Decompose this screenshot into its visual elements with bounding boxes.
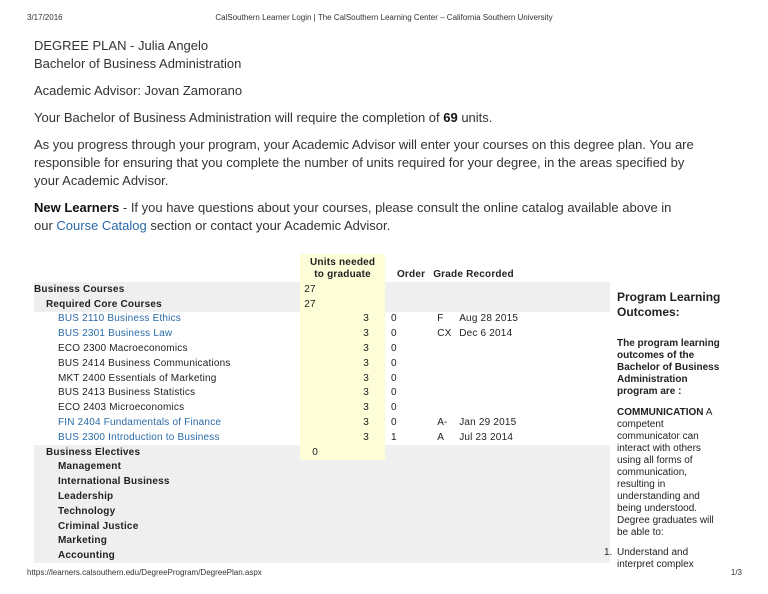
course-order: 0 <box>385 341 425 356</box>
category-order <box>385 297 425 312</box>
page-number: 1/3 <box>730 568 742 577</box>
progress-line-1: As you progress through your program, your Academic Advisor will enter your courses on this degree plan. You are <box>34 137 694 152</box>
course-link[interactable]: BUS 2301 Business Law <box>58 328 173 340</box>
course-units: 3 <box>300 400 385 415</box>
category-grade <box>425 445 610 460</box>
print-footer <box>0 568 768 580</box>
category-units: 27 <box>300 297 385 312</box>
comm-line-10: Degree graduates will <box>617 515 714 526</box>
course-name-cell <box>34 341 300 356</box>
table-row <box>34 371 610 386</box>
category-label: Business Electives <box>34 445 300 460</box>
category-row-business-electives <box>34 445 610 460</box>
degree-plan-intro <box>34 37 734 235</box>
course-grade-date: Aug 28 2015 <box>459 313 519 325</box>
course-name: BUS 2414 Business Communications <box>58 357 231 369</box>
comm-line-7: resulting in <box>617 479 666 490</box>
comm-line-11: be able to: <box>617 527 664 538</box>
new-learners-line-1 <box>34 199 734 217</box>
header-course <box>34 254 300 282</box>
table-row <box>34 474 610 489</box>
elective-units <box>300 489 385 504</box>
comm-line-3: communicator can <box>617 431 699 442</box>
elective-name: Accounting <box>34 548 300 563</box>
category-grade <box>425 282 610 297</box>
table-row <box>34 519 610 534</box>
course-name-cell <box>34 430 300 445</box>
table-row <box>34 326 610 341</box>
course-link[interactable]: FIN 2404 Fundamentals of Finance <box>58 417 222 429</box>
category-row-required-core <box>34 297 610 312</box>
table-header-row <box>34 254 610 282</box>
course-link[interactable]: BUS 2110 Business Ethics <box>58 313 182 325</box>
table-row <box>34 489 610 504</box>
course-order: 0 <box>385 312 425 327</box>
table-row <box>34 548 610 563</box>
course-name: ECO 2403 Microeconomics <box>58 402 185 414</box>
lead-line-5: program are : <box>617 386 682 397</box>
lead-line-2: outcomes of the <box>617 350 695 361</box>
course-grade: A- <box>437 417 448 429</box>
elective-order <box>385 504 425 519</box>
course-grade-recorded <box>425 386 610 401</box>
elective-order <box>385 534 425 549</box>
course-catalog-link[interactable]: Course Catalog <box>56 218 147 233</box>
program-learning-outcomes <box>604 290 747 571</box>
elective-units <box>300 548 385 563</box>
table-row <box>34 386 610 401</box>
outcomes-heading <box>617 290 747 320</box>
category-grade <box>425 297 610 312</box>
progress-line-3: your Academic Advisor. <box>34 173 169 188</box>
course-grade-date: Dec 6 2014 <box>459 328 513 340</box>
elective-grade <box>425 547 613 563</box>
course-grade-recorded <box>425 430 610 445</box>
units-requirement <box>34 109 734 127</box>
course-grade-recorded <box>425 326 610 341</box>
category-units: 0 <box>300 445 385 460</box>
elective-grade <box>425 534 610 549</box>
elective-order <box>385 548 425 563</box>
course-units: 3 <box>300 326 385 341</box>
print-url: https://learners.calsouthern.edu/DegreeProgram/DegreePlan.aspx <box>27 568 262 577</box>
table-row <box>34 460 610 475</box>
course-order: 0 <box>385 400 425 415</box>
table-row <box>34 504 610 519</box>
elective-name: Leadership <box>34 489 300 504</box>
lead-line-1: The program learning <box>617 338 720 349</box>
outcomes-lead <box>617 338 747 398</box>
course-name-cell <box>34 312 300 327</box>
header-order: Order <box>396 269 426 280</box>
elective-name: Criminal Justice <box>34 519 300 534</box>
elective-grade <box>425 474 610 489</box>
table-row <box>34 400 610 415</box>
comm-line-2: competent <box>617 419 664 430</box>
comm-line-4: interact with others <box>617 443 701 454</box>
list-item-number: 1. <box>604 547 613 558</box>
lead-line-3: Bachelor of Business <box>617 362 720 373</box>
comm-line-8: understanding and <box>617 491 700 502</box>
progress-line-2: responsible for ensuring that you complete the number of units required for your degree, in the areas specified by <box>34 155 685 170</box>
category-order <box>385 282 425 297</box>
new-learners-text: - If you have questions about your courses, please consult the online catalog available above in <box>119 200 672 215</box>
course-units: 3 <box>300 341 385 356</box>
table-row <box>34 430 610 445</box>
course-order: 0 <box>385 356 425 371</box>
new-learners-prefix: our <box>34 218 57 233</box>
course-grade: F <box>437 313 444 325</box>
degree-plan-table <box>34 254 613 563</box>
course-name: MKT 2400 Essentials of Marketing <box>58 372 217 384</box>
elective-name: Technology <box>34 504 300 519</box>
category-label: Required Core Courses <box>34 297 300 312</box>
elective-units <box>300 460 385 475</box>
header-units-line-2: to graduate <box>314 269 371 280</box>
course-grade-date: Jul 23 2014 <box>459 431 514 443</box>
category-order <box>385 445 425 460</box>
course-name: BUS 2413 Business Statistics <box>58 387 196 399</box>
course-grade-recorded <box>425 341 610 356</box>
elective-units <box>300 474 385 489</box>
list-item-line-2: interpret complex <box>617 559 694 570</box>
course-units: 3 <box>300 371 385 386</box>
course-name-cell <box>34 415 300 430</box>
course-units: 3 <box>300 356 385 371</box>
elective-units <box>300 504 385 519</box>
comm-line-6: communication, <box>617 467 688 478</box>
communication-outcome <box>617 407 747 539</box>
elective-grade <box>425 460 610 475</box>
category-units: 27 <box>300 282 385 297</box>
course-name-cell <box>34 386 300 401</box>
new-learners-line-2 <box>34 217 734 235</box>
course-order: 1 <box>385 430 425 445</box>
course-order: 0 <box>385 386 425 401</box>
course-order: 0 <box>385 371 425 386</box>
units-text-before: Your Bachelor of Business Administration will require the completion of <box>34 110 444 125</box>
course-grade-recorded <box>425 356 610 371</box>
course-order: 0 <box>385 415 425 430</box>
course-units: 3 <box>300 430 385 445</box>
elective-order <box>385 460 425 475</box>
comm-line-1: A <box>703 407 713 418</box>
elective-name: Marketing <box>34 534 300 549</box>
outcomes-heading-line-1: Program Learning <box>617 290 721 304</box>
lead-line-4: Administration <box>617 374 688 385</box>
course-name: ECO 2300 Macroeconomics <box>58 343 188 355</box>
course-units: 3 <box>300 386 385 401</box>
table-row <box>34 341 610 356</box>
category-label: Business Courses <box>34 282 300 297</box>
new-learners-suffix: section or contact your Academic Advisor. <box>146 218 391 233</box>
course-name-cell <box>34 356 300 371</box>
course-grade: CX <box>437 328 452 340</box>
course-grade-date: Jan 29 2015 <box>459 417 517 429</box>
header-units-needed <box>300 254 385 282</box>
communication-label: COMMUNICATION <box>617 407 704 418</box>
elective-units <box>300 519 385 534</box>
print-date: 3/17/2016 <box>27 13 63 22</box>
elective-grade <box>425 504 610 519</box>
elective-order <box>385 489 425 504</box>
elective-grade <box>425 519 610 534</box>
table-row <box>34 312 610 327</box>
list-item-line-1: Understand and <box>617 547 689 558</box>
course-units: 3 <box>300 312 385 327</box>
degree-plan-table-wrap <box>34 254 613 563</box>
course-name-cell <box>34 326 300 341</box>
course-grade-recorded <box>425 415 610 430</box>
table-row <box>34 415 610 430</box>
course-name-cell <box>34 400 300 415</box>
elective-name: Management <box>34 460 300 475</box>
plan-title: DEGREE PLAN - Julia Angelo <box>34 38 209 53</box>
units-text-after: units. <box>457 110 493 125</box>
academic-advisor: Academic Advisor: Jovan Zamorano <box>34 83 243 98</box>
comm-line-9: being understood. <box>617 503 698 514</box>
table-row <box>34 534 610 549</box>
course-name-cell <box>34 371 300 386</box>
course-link[interactable]: BUS 2300 Introduction to Business <box>58 431 220 443</box>
course-units: 3 <box>300 415 385 430</box>
degree-name: Bachelor of Business Administration <box>34 56 242 71</box>
course-order: 0 <box>385 326 425 341</box>
header-grade-recorded: Grade Recorded <box>433 269 514 280</box>
new-learners-label: New Learners <box>34 200 120 215</box>
course-grade: A <box>437 431 445 443</box>
category-row-business-courses <box>34 282 610 297</box>
elective-units <box>300 534 385 549</box>
print-page-title: CalSouthern Learner Login | The CalSouthern Learning Center – California Southern University <box>215 13 553 22</box>
elective-order <box>385 519 425 534</box>
course-grade-recorded <box>425 371 610 386</box>
table-row <box>34 356 610 371</box>
course-grade-recorded <box>425 400 610 415</box>
elective-name: International Business <box>34 474 300 489</box>
print-header <box>0 13 768 27</box>
elective-order <box>385 474 425 489</box>
course-grade-recorded <box>425 312 610 327</box>
outcomes-heading-line-2: Outcomes: <box>617 305 680 319</box>
elective-grade <box>425 489 610 504</box>
units-total: 69 <box>443 110 458 125</box>
comm-line-5: using all forms of <box>617 455 693 466</box>
header-units-line-1: Units needed <box>310 257 376 268</box>
